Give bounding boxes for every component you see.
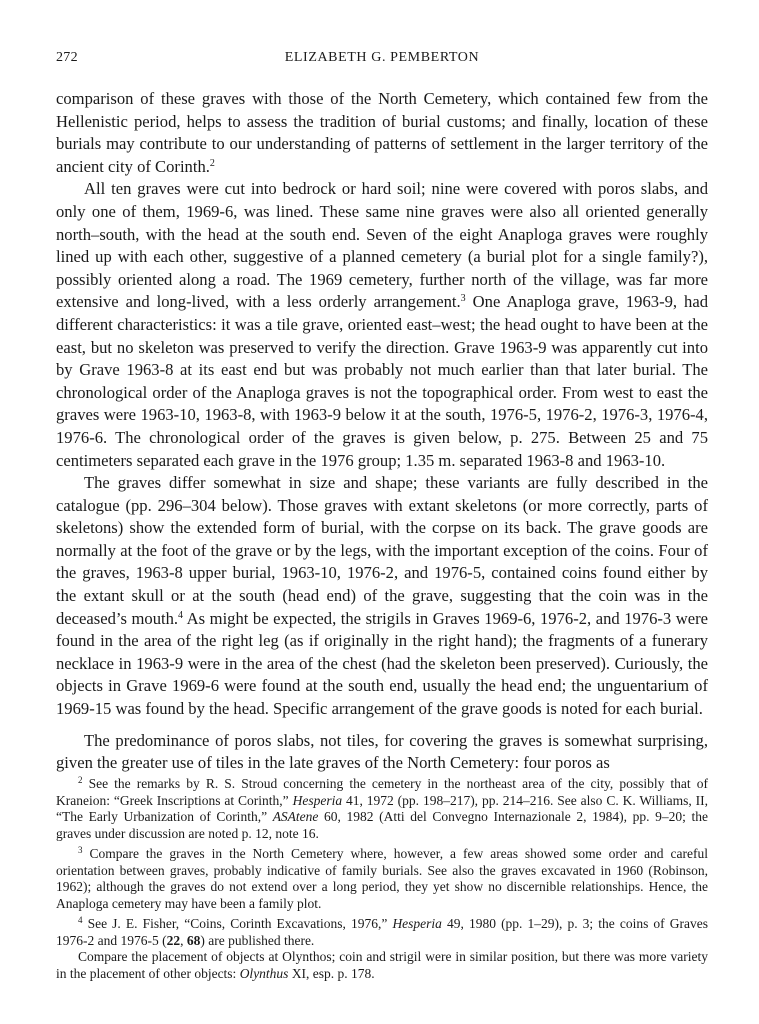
footnotes	[56, 776, 708, 982]
footnote-continuation: Compare the placement of objects at Olynthos; coin and strigil were in similar position, but there was more variety in the placement of other objects: Olynthus XI, esp. p. 178.	[56, 949, 708, 981]
page-number: 272	[56, 50, 78, 65]
footnote-ref[interactable]: 3	[460, 293, 466, 305]
footnote: $^3$ Compare the graves in the North Cemetery where, however, a few areas showed some order and careful orientation between graves, probably indicative of family burials. See also the graves excavated in 1960 (Robinson, 1962); although the graves do not extend over a long period, they yet show no discernible relationships. Hence, the Anaploga cemetery may have been a family plot.	[56, 845, 708, 911]
paragraph: All ten graves were cut into bedrock or hard soil; nine were covered with poros slabs, and only one of them, 1969-6, was lined. These same nine graves were also all oriented generally north–south, with the head at the south end. Seven of the eight Anaploga graves were roughly lined up with each other, suggestive of a planned cemetery (a burial plot for a single family?), possibly oriented along a road. The 1969 cemetery, further north of the village, was far more extensive and long-lived, with a less orderly arrangement.$^3$ One Anaploga grave, 1963-9, had different characteristics: it was a tile grave, oriented east–west; the head ought to have been at the east, but no skeleton was preserved to verify the direction. Grave 1963-9 was apparently cut into by Grave 1963-8 at its east end but was probably not much earlier than that later burial. The chronological order of the Anaploga graves is not the topographical order. From west to east the graves were 1963-10, 1963-8, with 1963-9 below it at the south, 1976-5, 1976-2, 1976-3, 1976-4, 1976-6. The chronological order of the graves is given below, p. 275. Between 25 and 75 centimeters separated each grave in the 1976 group; 1.35 m. separated 1963-8 and 1963-10.	[56, 179, 708, 470]
footnote-number: 3	[78, 845, 83, 855]
running-head-author: ELIZABETH G. PEMBERTON	[284, 50, 480, 65]
footnote-number: 2	[78, 775, 83, 785]
footnote: $^2$ See the remarks by R. S. Stroud concerning the cemetery in the northeast area of the city, possibly that of Kraneion: “Greek Inscriptions at Corinth,” Hesperia 41, 1972 (pp. 198–217), pp. 214–216. See also C. K. Williams, II, “The Early Urbanization of Corinth,” ASAtene 60, 1982 (Atti del Convegno Internazionale 2, 1984), pp. 9–20; the graves under discussion are noted p. 12, note 16.	[56, 775, 708, 841]
footnote-ref[interactable]: 4	[178, 609, 184, 621]
body-text	[56, 88, 708, 775]
paragraph: The graves differ somewhat in size and shape; these variants are fully described in the catalogue (pp. 296–304 below). Those graves with extant skeletons (or more correctly, parts of skeletons) show the extended form of burial, with the corpse on its back. The grave goods are normally at the foot of the grave or by the legs, with the important exception of the coins. Four of the graves, 1963-8 upper burial, 1963-10, 1976-2, and 1976-5, contained coins found either by the extant skull or at the south (head end) of the grave, suggesting that the coin was in the deceased’s mouth.$^4$ As might be expected, the strigils in Graves 1969-6, 1976-2, and 1976-3 were found in the area of the right leg (as if originally in the right hand); the fragments of a funerary necklace in 1963-9 were in the area of the chest (had the skeleton been preserved). Curiously, the objects in Grave 1969-6 were found at the south end, usually the head end; the unguentarium of 1969-15 was found by the head. Specific arrangement of the grave goods is noted for each burial.	[56, 473, 708, 719]
paragraph: The predominance of poros slabs, not tiles, for covering the graves is somewhat surprising, given the greater use of tiles in the late graves of the North Cemetery: four poros as	[56, 730, 708, 773]
footnote-ref[interactable]: 2	[209, 157, 215, 169]
footnote-number: 4	[78, 915, 83, 925]
running-head	[56, 50, 708, 70]
footnote: $^4$ See J. E. Fisher, “Coins, Corinth Excavations, 1976,” Hesperia 49, 1980 (pp. 1–29), p. 3; the coins of Graves 1976-2 and 1976-5 (22, 68) are published there.	[56, 915, 708, 948]
paragraph: comparison of these graves with those of the North Cemetery, which contained few from the Hellenistic period, helps to assess the tradition of burial customs; and finally, location of these burials may contribute to our understanding of patterns of settlement in the larger territory of the ancient city of Corinth.$^2$	[56, 89, 708, 176]
